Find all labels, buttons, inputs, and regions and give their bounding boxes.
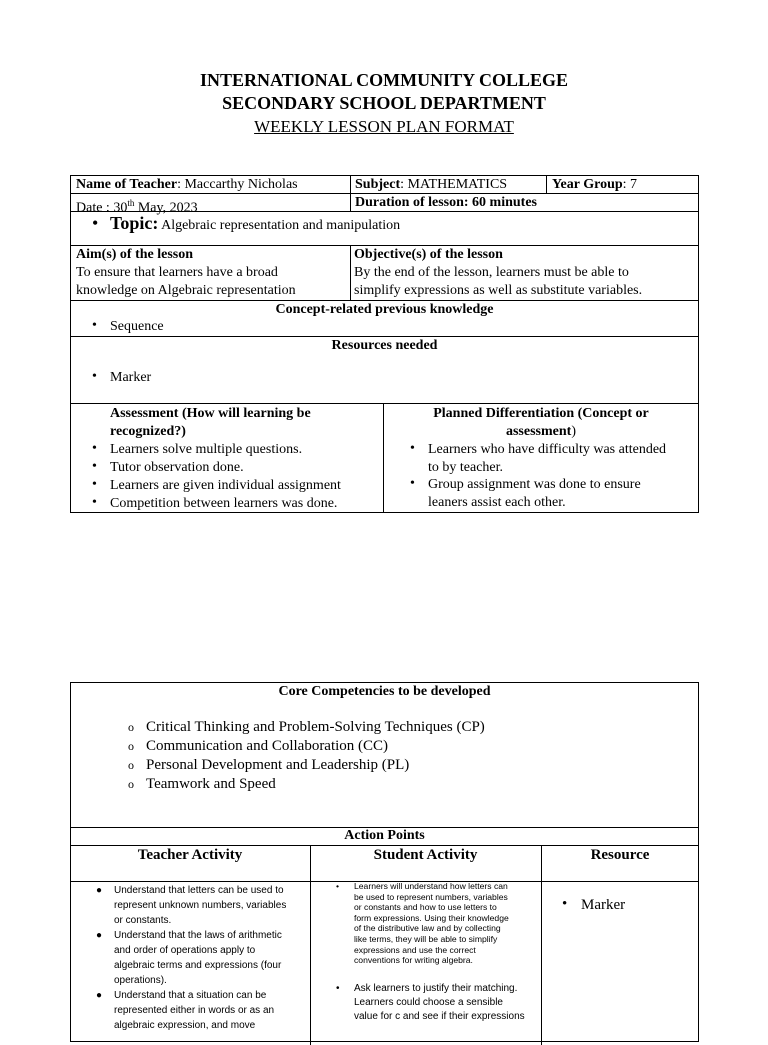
bullet-icon: ● [96, 885, 103, 896]
circle-bullet-icon: o [128, 777, 134, 791]
bullet-icon: • [336, 881, 340, 891]
table-line [546, 175, 547, 193]
competency-item: Communication and Collaboration (CC) [146, 738, 389, 754]
college-name: INTERNATIONAL COMMUNITY COLLEGE [199, 70, 569, 90]
bullet-icon: • [336, 983, 340, 994]
teacher-activity-item: Understand that the laws of arithmetic and order of operations apply to algebraic terms and expressions (four operations). [114, 930, 282, 986]
competency-item: Teamwork and Speed [146, 776, 276, 792]
subject: Subject: MATHEMATICS [355, 177, 508, 192]
teacher-name: Name of Teacher: Maccarthy Nicholas [76, 177, 298, 192]
bullet-icon: ● [96, 930, 103, 941]
competency-item: Personal Development and Leadership (PL) [146, 757, 410, 773]
bullet-icon: • [92, 477, 97, 492]
table-line [310, 845, 311, 1045]
differentiation-label: assessment) [505, 424, 576, 439]
differentiation-item: Group assignment was done to ensure [428, 477, 641, 492]
action-points-label: Action Points [344, 828, 425, 843]
table-line [70, 403, 699, 404]
circle-bullet-icon: o [128, 739, 134, 753]
competency-item: Critical Thinking and Problem-Solving Techniques (CP) [146, 719, 485, 735]
bullet-icon: • [562, 896, 568, 912]
department-name: SECONDARY SCHOOL DEPARTMENT [222, 93, 546, 113]
assessment-label: recognized?) [110, 424, 186, 439]
competencies-label: Core Competencies to be developed [278, 684, 491, 699]
table-line [350, 245, 351, 300]
bullet-icon: • [410, 476, 415, 491]
student-activity-item: Ask learners to justify their matching. Learners could choose a sensible value for c and see if their expressions [354, 983, 525, 1022]
bullet-icon: • [92, 318, 97, 333]
bullet-icon: • [92, 441, 97, 456]
differentiation-item: to by teacher. [428, 460, 504, 475]
document-title: WEEKLY LESSON PLAN FORMAT [254, 117, 514, 136]
year-group: Year Group: 7 [552, 177, 638, 192]
bullet-icon: • [410, 441, 415, 456]
table-line [541, 845, 542, 1045]
lesson-duration: Duration of lesson: 60 minutes [355, 195, 538, 210]
assessment-item: Tutor observation done. [110, 460, 244, 475]
differentiation-item: leaners assist each other. [428, 495, 566, 510]
resource-item: Marker [110, 370, 152, 385]
teacher-activity-header: Teacher Activity [137, 847, 243, 863]
assessment-label: Assessment (How will learning be [110, 406, 311, 421]
bullet-icon: • [92, 495, 97, 510]
bullet-icon: ● [96, 990, 103, 1001]
aim-label: Aim(s) of the lesson [76, 247, 194, 262]
circle-bullet-icon: o [128, 758, 134, 772]
assessment-item: Learners are given individual assignment [110, 478, 341, 493]
prev-knowledge-item: Sequence [110, 319, 164, 334]
differentiation-item: Learners who have difficulty was attended [428, 442, 667, 457]
bullet-icon: • [92, 213, 99, 233]
objective-text: simplify expressions as well as substitute variables. [354, 283, 643, 298]
student-activity-item: Learners will understand how letters can be used to represent numbers, variables or constants and how to use letters to form expressions. Using their knowledge of the distributive law and by collecting like terms, they will be able to simplify expressions and use the correct conventions for writing algebra. [354, 881, 509, 966]
teacher-activity-item: Understand that a situation can be represented either in words or as an algebraic expression, and move [114, 990, 275, 1031]
student-activity-header: Student Activity [373, 847, 478, 863]
bullet-icon: • [92, 459, 97, 474]
teacher-activity-item: Understand that letters can be used to represent unknown numbers, variables or constants. [114, 885, 287, 926]
prev-knowledge-label: Concept-related previous knowledge [275, 302, 494, 317]
resource-header: Resource [590, 847, 650, 863]
aim-text: To ensure that learners have a broad [76, 265, 278, 280]
objective-text: By the end of the lesson, learners must be able to [354, 265, 629, 280]
differentiation-label: Planned Differentiation (Concept or [433, 406, 649, 421]
resource-item: Marker [581, 897, 626, 913]
resources-label: Resources needed [331, 338, 438, 353]
table-line [350, 175, 351, 211]
lesson-date: Date : 30th May, 2023 [76, 198, 198, 216]
assessment-item: Competition between learners was done. [110, 496, 338, 511]
assessment-item: Learners solve multiple questions. [110, 442, 303, 457]
bullet-icon: • [92, 369, 97, 384]
aim-text: knowledge on Algebraic representation [76, 283, 296, 298]
objective-label: Objective(s) of the lesson [354, 247, 503, 262]
lesson-topic: Topic: Algebraic representation and manipulation [110, 213, 401, 233]
circle-bullet-icon: o [128, 720, 134, 734]
